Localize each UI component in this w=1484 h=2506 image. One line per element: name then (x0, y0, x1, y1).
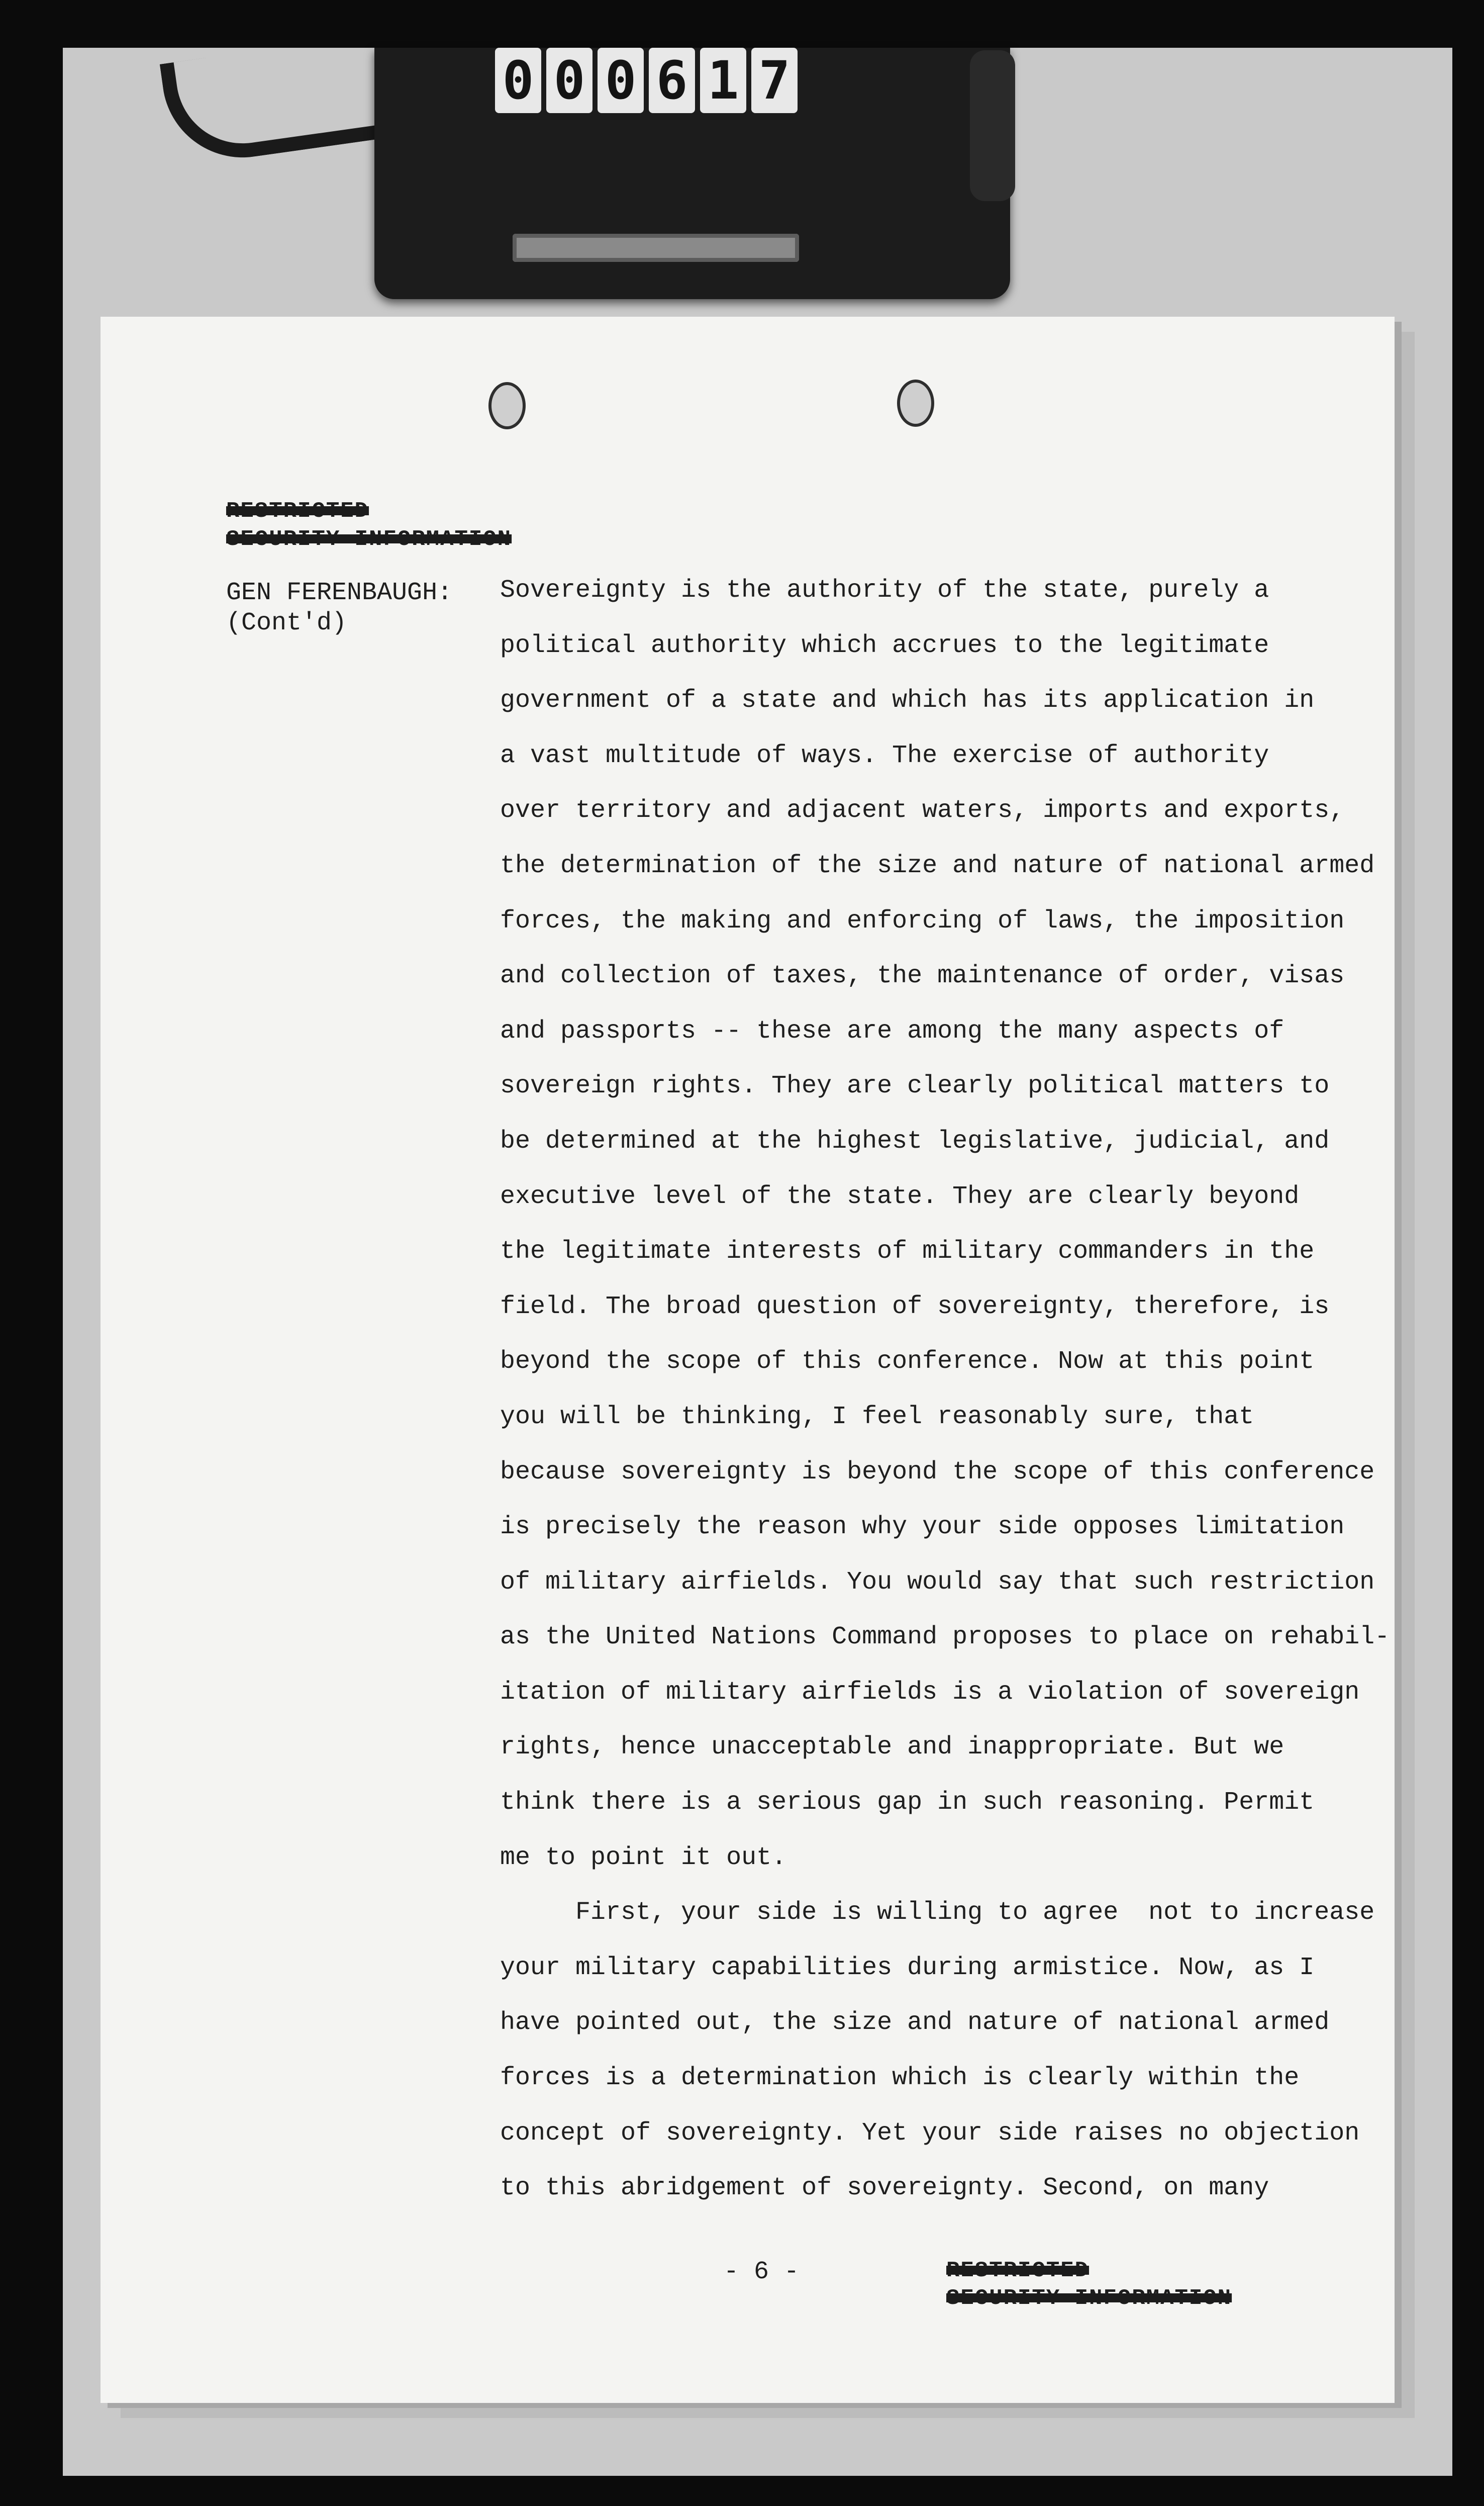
text-line: executive level of the state. They are clearly beyond (500, 1182, 1300, 1211)
speaker-continued: (Cont'd) (226, 609, 347, 637)
punch-hole (488, 382, 526, 429)
counter-label-plate (513, 234, 799, 262)
text-line: is precisely the reason why your side opposes limitation (500, 1513, 1345, 1542)
text-line: rights, hence unacceptable and inappropriate. But we (500, 1733, 1284, 1762)
text-line: forces is a determination which is clearly within the (500, 2064, 1300, 2093)
text-line: government of a state and which has its application in (500, 686, 1315, 715)
text-line: a vast multitude of ways. The exercise of authority (500, 741, 1269, 770)
classification-stamp-bottom: RESTRICTED (946, 2258, 1090, 2283)
text-line: you will be thinking, I feel reasonably sure, that (500, 1402, 1254, 1431)
text-line: First, your side is willing to agree not to increase (500, 1898, 1375, 1927)
text-line: over territory and adjacent waters, imports and exports, (500, 796, 1345, 825)
text-line: beyond the scope of this conference. Now at this point (500, 1347, 1315, 1376)
frame-counter-digits (495, 48, 798, 113)
security-stamp-bottom: SECURITY INFORMATION (946, 2286, 1232, 2311)
classification-stamp-top: RESTRICTED (226, 499, 369, 524)
counter-digit: 0 (598, 48, 644, 113)
counter-digit: 1 (700, 48, 746, 113)
punch-hole (897, 380, 934, 427)
text-line: of military airfields. You would say that such restriction (500, 1567, 1375, 1597)
text-line: itation of military airfields is a violation of sovereign (500, 1678, 1360, 1707)
security-stamp-top: SECURITY INFORMATION (226, 527, 512, 552)
text-line: forces, the making and enforcing of laws, the imposition (500, 906, 1345, 936)
text-line: your military capabilities during armistice. Now, as I (500, 1953, 1315, 1982)
text-line: the determination of the size and nature of national armed (500, 851, 1375, 880)
text-line: as the United Nations Command proposes to place on rehabil- (500, 1623, 1390, 1652)
text-line: have pointed out, the size and nature of national armed (500, 2008, 1330, 2037)
counter-digit: 0 (546, 48, 592, 113)
body-text (500, 576, 1390, 2229)
text-line: Sovereignty is the authority of the state, purely a (500, 576, 1269, 605)
text-line: and collection of taxes, the maintenance of order, visas (500, 962, 1345, 991)
counter-digit: 7 (751, 48, 798, 113)
page-number: - 6 - (724, 2258, 800, 2286)
text-line: be determined at the highest legislative, judicial, and (500, 1127, 1330, 1156)
speaker-name: GEN FERENBAUGH: (226, 579, 453, 607)
counter-digit: 6 (649, 48, 695, 113)
counter-knob (970, 50, 1015, 201)
text-line: and passports -- these are among the many aspects of (500, 1016, 1284, 1046)
text-line: sovereign rights. They are clearly political matters to (500, 1072, 1330, 1101)
text-line: concept of sovereignty. Yet your side raises no objection (500, 2118, 1360, 2148)
counter-digit: 0 (495, 48, 541, 113)
text-line: because sovereignty is beyond the scope of this conference (500, 1457, 1375, 1487)
text-line: political authority which accrues to the legitimate (500, 631, 1269, 660)
document-page (101, 317, 1395, 2403)
text-line: think there is a serious gap in such reasoning. Permit (500, 1788, 1315, 1817)
text-line: me to point it out. (500, 1843, 787, 1872)
text-line: field. The broad question of sovereignty, therefore, is (500, 1292, 1330, 1321)
text-line: the legitimate interests of military commanders in the (500, 1237, 1315, 1266)
text-line: to this abridgement of sovereignty. Second, on many (500, 2174, 1269, 2203)
